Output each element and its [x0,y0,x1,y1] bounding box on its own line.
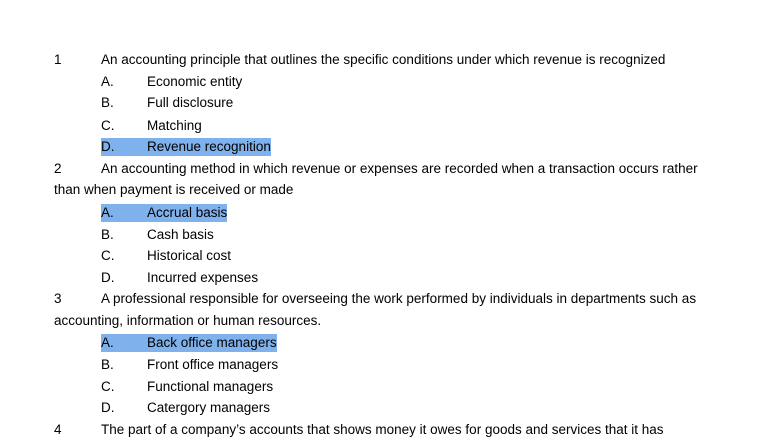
option-letter: C. [101,379,115,394]
option-text: Functional managers [147,379,274,394]
option-2a-selected[interactable] [101,204,227,222]
question-number: 1 [54,52,62,67]
option-text: Historical cost [147,248,232,263]
option-letter: D. [101,139,115,154]
option-2d[interactable] [101,269,258,287]
option-text: Accrual basis [147,205,228,220]
option-text: Catergory managers [147,400,271,415]
option-text: Back office managers [147,335,277,350]
option-letter: B. [101,357,114,372]
option-letter: A. [101,205,114,220]
question-number: 4 [54,422,62,437]
option-2c[interactable] [101,247,231,265]
option-letter: A. [101,335,114,350]
option-letter: B. [101,227,114,242]
question-number: 3 [54,291,62,306]
option-3a-selected[interactable] [101,334,277,352]
option-letter: D. [101,400,115,415]
question-text: An accounting method in which revenue or expenses are recorded when a transaction occurs rather [101,161,698,176]
option-letter: C. [101,118,115,133]
question-text: An accounting principle that outlines the specific conditions under which revenue is recognized [101,52,666,67]
question-text-continuation: accounting, information or human resources. [54,313,322,328]
option-text: Incurred expenses [147,270,259,285]
option-1d-selected[interactable] [101,138,271,156]
option-text: Cash basis [147,227,214,242]
question-number: 2 [54,161,62,176]
option-text: Matching [147,118,202,133]
question-text: The part of a company’s accounts that shows money it owes for goods and services that it has [101,422,664,437]
option-letter: C. [101,248,115,263]
option-text: Economic entity [147,74,243,89]
option-text: Full disclosure [147,95,234,110]
option-text: Front office managers [147,357,279,372]
question-text: A professional responsible for overseeing the work performed by individuals in departments such as [101,291,697,306]
option-2b[interactable] [101,226,214,244]
option-text: Revenue recognition [147,139,271,154]
option-3b[interactable] [101,356,278,374]
option-1a[interactable] [101,73,242,91]
option-letter: B. [101,95,114,110]
option-letter: D. [101,270,115,285]
question-text-continuation: than when payment is received or made [54,182,294,197]
option-letter: A. [101,74,114,89]
option-1c[interactable] [101,117,202,135]
option-3d[interactable] [101,399,270,417]
option-3c[interactable] [101,378,273,396]
option-1b[interactable] [101,94,233,112]
